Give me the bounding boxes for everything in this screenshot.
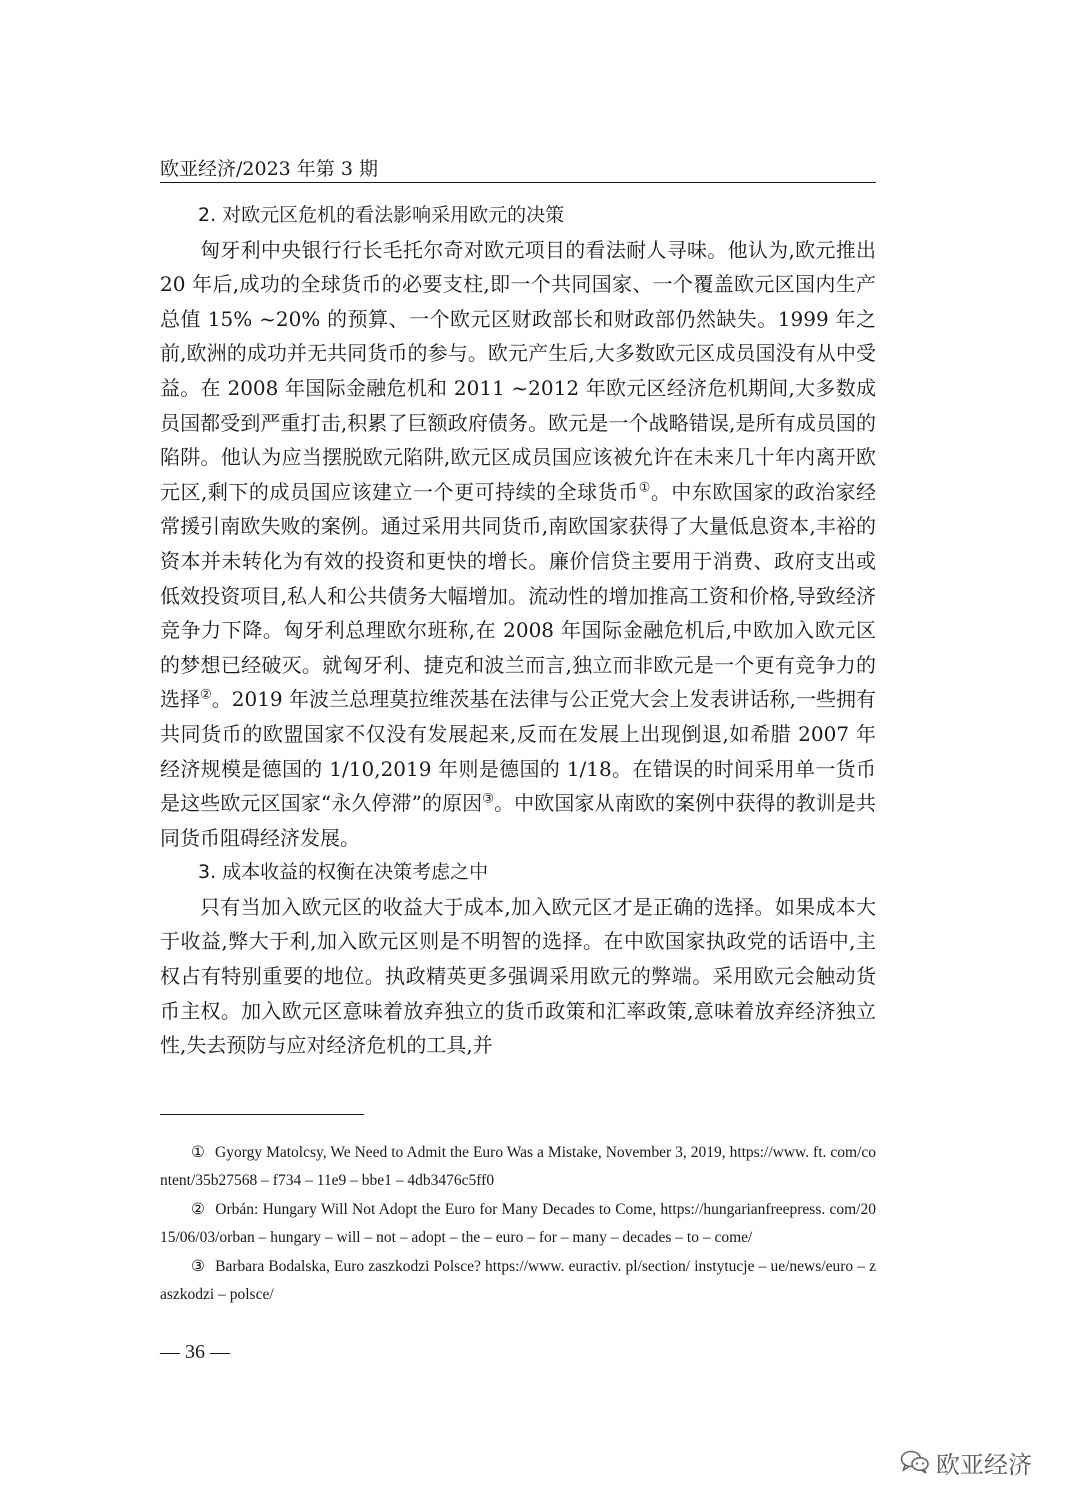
paragraph-text: 。中欧国家从南欧的案例中获得的教训是共同货币阻碍经济发展。	[160, 791, 877, 850]
paragraph: 只有当加入欧元区的收益大于成本,加入欧元区才是正确的选择。如果成本大于收益,弊大于利,加入欧元区则是不明智的选择。在中欧国家执政党的话语中,主权占有特别重要的地位。执政精英更多强调采用欧元的弊端。采用欧元会触动货币主权。加入欧元区意味着放弃独立的货币政策和汇率政策,意味着放弃经济独立性,失去预防与应对经济危机的工具,并	[160, 894, 876, 1058]
footnote-2	[160, 1196, 876, 1251]
footnote-3	[160, 1253, 876, 1308]
watermark	[900, 1444, 1032, 1480]
footnotes	[160, 1139, 876, 1310]
section-heading-2: 2. 对欧元区危机的看法影响采用欧元的决策	[198, 204, 565, 226]
footnote-text: Gyorgy Matolcsy, We Need to Admit the Euro Was a Mistake, November 3, 2019, https://www. ft. com/content/35b27568 – f734 – 11e9 – bbe1 – 4db3476c5ff0	[160, 1144, 877, 1189]
footnote-1	[160, 1139, 876, 1194]
article-body	[160, 198, 876, 1063]
watermark-text: 欧亚经济	[936, 1450, 1032, 1479]
running-title: 欧亚经济/2023 年第 3 期	[160, 158, 378, 180]
footnote-text: Barbara Bodalska, Euro zaszkodzi Polsce? https://www. euractiv. pl/section/ instytucje – ue/news/euro – zaszkodzi – polsce/	[160, 1258, 876, 1303]
footnote-marker: ②	[191, 1201, 206, 1218]
paragraph	[160, 233, 876, 856]
paragraph-text: 。2019 年波兰总理莫拉维茨基在法律与公正党大会上发表讲话称,一些拥有共同货币的欧盟国家不仅没有发展起来,反而在发展上出现倒退,如希腊 2007 年经济规模是德国的 1/10,2019 年则是德国的 1/18。在错误的时间采用单一货币是这些欧元区国家“永久停滞”的原因	[160, 687, 877, 816]
wechat-icon	[900, 1449, 930, 1475]
footnote-divider	[160, 1114, 364, 1115]
page-number: — 36 —	[160, 1341, 230, 1363]
footnote-marker: ③	[191, 1258, 206, 1275]
footnote-marker: ①	[191, 1144, 206, 1161]
footnote-text: Orbán: Hungary Will Not Adopt the Euro for Many Decades to Come, https://hungarianfreepress. com/2015/06/03/orban – hungary – will – not – adopt – the – euro – for – many – decades – to – come/	[160, 1201, 876, 1246]
paragraph-text: 。中东欧国家的政治家经常援引南欧失败的案例。通过采用共同货币,南欧国家获得了大量低息资本,丰裕的资本并未转化为有效的投资和更快的增长。廉价信贷主要用于消费、政府支出或低效投资项目,私人和公共债务大幅增加。流动性的增加推高工资和价格,导致经济竞争力下降。匈牙利总理欧尔班称,在 2008 年国际金融危机后,中欧加入欧元区的梦想已经破灭。就匈牙利、捷克和波兰而言,独立而非欧元是一个更有竞争力的选择	[160, 479, 877, 712]
footnote-ref-2[interactable]: ②	[200, 687, 212, 703]
footnote-ref-3[interactable]: ③	[482, 791, 495, 807]
paragraph-text: 匈牙利中央银行行长毛托尔奇对欧元项目的看法耐人寻味。他认为,欧元推出 20 年后,成功的全球货币的必要支柱,即一个共同国家、一个覆盖欧元区国内生产总值 15% ~20% 的预算、一个欧元区财政部长和财政部仍然缺失。1999 年之前,欧洲的成功并无共同货币的参与。欧元产生后,大多数欧元区成员国没有从中受益。在 2008 年国际金融危机和 2011 ~2012 年欧元区经济危机期间,大多数成员国都受到严重打击,积累了巨额政府债务。欧元是一个战略错误,是所有成员国的陷阱。他认为应当摆脱欧元陷阱,欧元区成员国应该被允许在未来几十年内离开欧元区,剩下的成员国应该建立一个更可持续的全球货币	[160, 237, 876, 504]
footnote-ref-1[interactable]: ①	[638, 480, 651, 496]
running-header	[160, 156, 876, 183]
section-heading-3: 3. 成本收益的权衡在决策考虑之中	[198, 861, 489, 884]
